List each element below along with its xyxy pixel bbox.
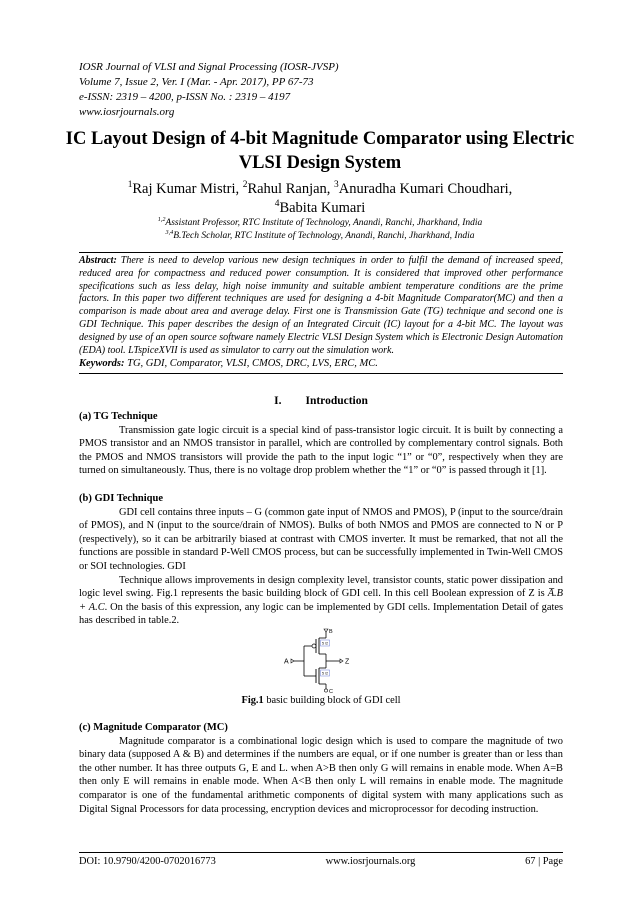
gdi-paragraph-2-end: . On the basis of this expression, any logic can be implemented by GDI cells. Implementation Detail of gates has described in table.2. [79,601,563,627]
affiliation-2: B.Tech Scholar, RTC Institute of Technology, Anandi, Ranchi, Jharkhand, India [173,231,475,241]
journal-volume: Volume 7, Issue 2, Ver. I (Mar. - Apr. 2017), PP 67-73 [79,76,314,88]
abstract-label: Abstract: [79,255,117,266]
subsection-heading-mc: (c) Magnitude Comparator (MC) [79,722,228,733]
figure-1-caption-label: Fig.1 [241,695,264,706]
port-z-marker [340,659,343,663]
paper-title-line-1: IC Layout Design of 4-bit Magnitude Comparator using Electric [65,129,575,149]
boolean-expression: A̅.B + A.C [79,588,563,613]
subsection-gdi [79,492,563,628]
author-4: Babita Kumari [279,200,366,216]
port-c-marker [324,689,327,692]
gdi-paragraph-1: GDI cell contains three inputs – G (common gate input of NMOS and PMOS), P (input to the source/drain of PMOS), and N (input to the source/drain of NMOS). Bulks of both NMOS and PMOS are connected to N or P (respectively), so it can be arbitrarily biased at contrast with CMOS inverter. It must be remarked, that not all the functions are possible in standard P-Well CMOS process, but can be successfully implemented in Twin-Well CMOS or SOI technologies. GDI [79,506,563,572]
author-3: Anuradha Kumari Choudhari, [338,181,513,197]
affiliation-1: Assistant Professor, RTC Institute of Technology, Anandi, Ranchi, Jharkhand, India [165,218,483,228]
author-4-index: 4 [274,199,280,210]
author-1: Raj Kumar Mistri, [132,181,243,197]
footer-doi: DOI: 10.9790/4200-0702016773 [79,856,216,867]
label-c: C [329,689,333,694]
author-3-index: 3 [334,180,339,191]
figure-1-caption-text: basic building block of GDI cell [263,695,401,706]
journal-issn: e-ISSN: 2319 – 4200, p-ISSN No. : 2319 – 4197 [79,91,291,103]
author-list [60,180,580,218]
subsection-heading-tg: (a) TG Technique [79,411,158,422]
journal-header [79,60,339,120]
mc-paragraph: Magnitude comparator is a combinational logic design which is used to compare the magnitude of two binary data (supposed A & B) and determines if the numbers are equal, or if one number is greater than or less than the other number. It has three outputs G, E and L. when A>B then only G will remains in enable mode. When A=B then only E will remains in enable mode. When A<B then only L will remains in enable mode. The magnitude comparator is one of the fundamental arithmetic components of digital system with many applications such as Digital Signal Processors for data processing, encryption devices and microprocessor for decoding instruction. [79,735,563,815]
nmos-size-label: 5 /2 [322,671,328,676]
tg-paragraph: Transmission gate logic circuit is a special kind of pass-transistor logic circuit. It is built by connecting a PMOS transistor and an NMOS transistor in parallel, which are controlled by complementary control signals. Both the PMOS and NMOS transistors will provide the path to the input logic “1” or “0”, respectively when they are turned on simultaneously. Thus, there is no voltage drop problem whether the “1” or “0” is passed through it [1]. [79,424,563,477]
pmos-bubble [312,644,316,648]
affiliation-1-index: 1,2 [157,216,166,223]
paper-title [60,127,580,175]
subsection-tg [79,410,563,478]
footer-divider [79,852,563,853]
affiliations [60,217,580,243]
author-1-index: 1 [127,180,133,191]
footer-website: www.iosrjournals.org [325,856,416,867]
subsection-heading-gdi: (b) GDI Technique [79,493,164,504]
journal-name: IOSR Journal of VLSI and Signal Processing (IOSR-JVSP) [79,61,339,73]
port-b-marker [324,629,328,632]
abstract-text: There is need to develop various new design techniques in order to fulfil the demand of increased speed, reduced area for compactness and reduced power consumption. It is considered that improved other performance specifications such as less delay, high noise immunity and suitable ambient temperature conditions are the prime factors. In this paper two different techniques are used for designing a 4-bit Magnitude Comparator(MC) and then a comparison is made about area and average delay. First one is Transmission Gate (TG) technique and second one is GDI Technique. This paper describes the design of an Integrated Circuit (IC) layout for a 4-bit MC. The layout was designed by use of an open source software namely Electric VLSI Design System which is Electronic Design Automation (EDA) tool. LTspiceXVII is used as simulator to carry out the simulation work. [79,255,563,356]
pmos-size-label: 5 /2 [322,641,328,646]
footer-page-number: 67 | Page [525,856,563,867]
gdi-paragraph-2-start: Technique allows improvements in design complexity level, transistor counts, static power dissipation and logic level swing. Fig.1 represents the basic building block of GDI cell. In this cell Boolean expression of Z is [79,574,563,600]
keywords-label: Keywords: [79,358,125,370]
section-title: Introduction [305,395,368,407]
figure-1-caption [79,695,563,706]
label-z: Z [345,658,350,666]
affiliation-2-index: 3,4 [165,229,174,236]
port-a-marker [291,659,294,663]
paper-title-line-2: VLSI Design System [238,153,402,173]
gdi-paragraph-2 [79,574,563,628]
subsection-mc [79,721,563,816]
abstract-section [79,252,563,374]
journal-website: www.iosrjournals.org [79,106,175,118]
page-footer [79,856,563,867]
keywords-text: TG, GDI, Comparator, VLSI, CMOS, DRC, LVS, ERC, MC. [124,358,378,370]
section-heading-introduction [79,395,563,407]
label-b: B [329,629,333,635]
section-number: I. [274,395,282,407]
gdi-cell-schematic [282,628,356,694]
label-a: A [284,658,289,666]
author-2: Rahul Ranjan, [247,181,335,197]
author-2-index: 2 [242,180,248,191]
